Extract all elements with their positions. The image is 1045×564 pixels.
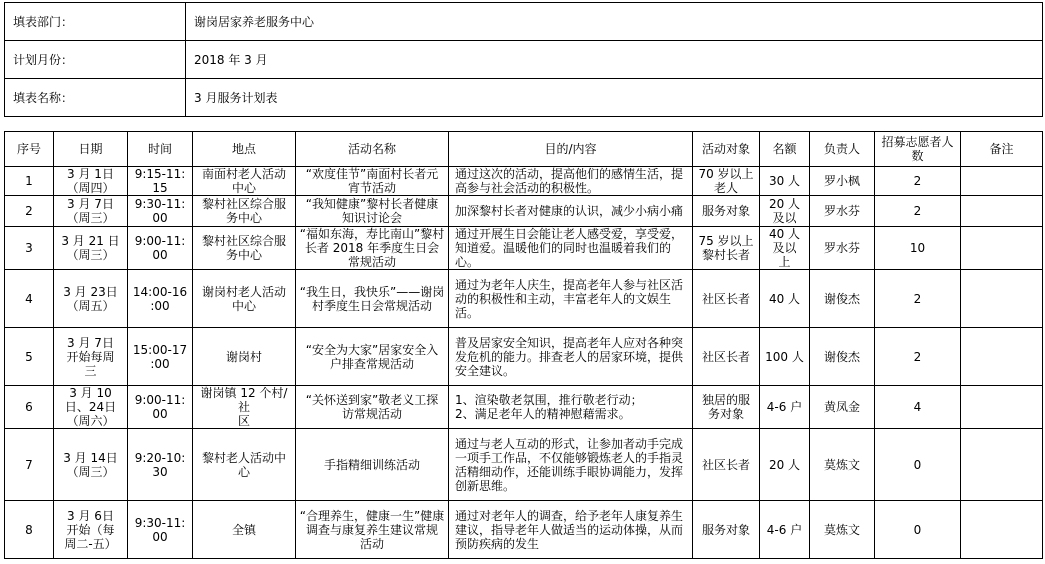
row-volunteer-count: 0 <box>875 429 961 501</box>
row-purpose: 通过开展生日会能让老人感受爱，享受爱， 知道爱。温暖他们的同时也温暖着我们的 心。 <box>449 227 693 270</box>
row-leader: 莫炼文 <box>810 429 875 501</box>
row-purpose: 通过对老年人的调查，给予老年人康复养生 建议，指导老年人做适当的运动体操，从而 预防疾病的发生 <box>449 501 693 559</box>
col-header-remark: 备注 <box>961 132 1043 167</box>
row-leader: 罗水芬 <box>810 196 875 227</box>
row-target: 70 岁以上 老人 <box>693 167 760 196</box>
table-row <box>5 429 1043 501</box>
row-date: 3 月 23日 （周五） <box>54 270 128 328</box>
row-purpose: 普及居家安全知识，提高老年人应对各种突 发危机的能力。排查老人的居家环境，提供 安全建议。 <box>449 328 693 386</box>
row-remark <box>961 227 1043 270</box>
col-header-target: 活动对象 <box>693 132 760 167</box>
row-activity-name: “福如东海，寿比南山”黎村 长者 2018 年季度生日会 常规活动 <box>296 227 449 270</box>
service-plan-table <box>4 131 1043 559</box>
row-place: 全镇 <box>193 501 296 559</box>
name-value: 3 月服务计划表 <box>186 79 1043 117</box>
row-time: 14:00-16 :00 <box>128 270 193 328</box>
row-date: 3 月 21 日 （周三） <box>54 227 128 270</box>
row-volunteer-count: 4 <box>875 386 961 429</box>
row-leader: 莫炼文 <box>810 501 875 559</box>
row-remark <box>961 429 1043 501</box>
row-date: 3 月 10 日、24日 （周六） <box>54 386 128 429</box>
row-purpose: 通过与老人互动的形式，让参加者动手完成 一项手工作品，不仅能够锻炼老人的手指灵 活精细动作，还能训练手眼协调能力，发挥 创新思维。 <box>449 429 693 501</box>
row-place: 谢岗村老人活动 中心 <box>193 270 296 328</box>
row-quota: 20 人 <box>760 429 810 501</box>
col-header-leader: 负责人 <box>810 132 875 167</box>
row-quota: 4-6 户 <box>760 501 810 559</box>
row-activity-name: “关怀送到家”敬老义工探 访常规活动 <box>296 386 449 429</box>
row-activity-name: “安全为大家”居家安全入 户排查常规活动 <box>296 328 449 386</box>
row-time: 9:00-11: 00 <box>128 227 193 270</box>
row-purpose: 通过这次的活动，提高他们的感情生活，提 高参与社会活动的积极性。 <box>449 167 693 196</box>
row-target: 服务对象 <box>693 501 760 559</box>
row-place: 黎村老人活动中 心 <box>193 429 296 501</box>
row-purpose: 通过为老年人庆生，提高老年人参与社区活 动的积极性和主动，丰富老年人的文娱生 活。 <box>449 270 693 328</box>
col-header-date: 日期 <box>54 132 128 167</box>
row-volunteer-count: 2 <box>875 167 961 196</box>
row-leader: 罗小枫 <box>810 167 875 196</box>
row-place: 谢岗村 <box>193 328 296 386</box>
row-number: 7 <box>5 429 54 501</box>
row-date: 3 月 1日 （周四） <box>54 167 128 196</box>
row-number: 8 <box>5 501 54 559</box>
row-target: 社区长者 <box>693 429 760 501</box>
row-remark <box>961 196 1043 227</box>
row-number: 2 <box>5 196 54 227</box>
row-remark <box>961 386 1043 429</box>
row-date: 3 月 7日 开始每周 三 <box>54 328 128 386</box>
row-date: 3 月 6日 开始（每 周二-五） <box>54 501 128 559</box>
row-volunteer-count: 0 <box>875 501 961 559</box>
row-leader: 谢俊杰 <box>810 328 875 386</box>
info-row-name <box>5 79 1043 117</box>
col-header-no: 序号 <box>5 132 54 167</box>
row-quota: 40 人 <box>760 270 810 328</box>
row-activity-name: “我生日，我快乐”——谢岗 村季度生日会常规活动 <box>296 270 449 328</box>
col-header-place: 地点 <box>193 132 296 167</box>
row-place: 谢岗镇 12 个村/社 区 <box>193 386 296 429</box>
row-number: 5 <box>5 328 54 386</box>
dept-label: 填表部门： <box>5 3 186 41</box>
row-target: 服务对象 <box>693 196 760 227</box>
row-purpose: 1、渲染敬老氛围，推行敬老行动； 2、满足老年人的精神慰藉需求。 <box>449 386 693 429</box>
row-activity-name: “我知健康”黎村长者健康 知识讨论会 <box>296 196 449 227</box>
row-leader: 罗水芬 <box>810 227 875 270</box>
row-target: 独居的服 务对象 <box>693 386 760 429</box>
row-place: 南面村老人活动 中心 <box>193 167 296 196</box>
col-header-activity: 活动名称 <box>296 132 449 167</box>
row-target: 75 岁以上 黎村长者 <box>693 227 760 270</box>
info-table <box>4 2 1043 117</box>
col-header-time: 时间 <box>128 132 193 167</box>
table-row <box>5 501 1043 559</box>
row-volunteer-count: 2 <box>875 328 961 386</box>
row-quota: 40 人 及以 上 <box>760 227 810 270</box>
row-purpose: 加深黎村长者对健康的认识，减少小病小痛 <box>449 196 693 227</box>
row-activity-name: 手指精细训练活动 <box>296 429 449 501</box>
row-activity-name: “合理养生，健康一生”健康 调查与康复养生建议常规 活动 <box>296 501 449 559</box>
info-row-month <box>5 41 1043 79</box>
row-remark <box>961 328 1043 386</box>
month-label: 计划月份： <box>5 41 186 79</box>
row-number: 1 <box>5 167 54 196</box>
row-remark <box>961 270 1043 328</box>
table-row <box>5 167 1043 196</box>
table-row <box>5 196 1043 227</box>
row-volunteer-count: 2 <box>875 196 961 227</box>
row-time: 9:15-11: 15 <box>128 167 193 196</box>
row-time: 9:30-11: 00 <box>128 501 193 559</box>
row-leader: 黄凤金 <box>810 386 875 429</box>
col-header-quota: 名额 <box>760 132 810 167</box>
row-place: 黎村社区综合服 务中心 <box>193 227 296 270</box>
name-label: 填表名称： <box>5 79 186 117</box>
row-time: 15:00-17 :00 <box>128 328 193 386</box>
row-time: 9:30-11: 00 <box>128 196 193 227</box>
row-time: 9:20-10: 30 <box>128 429 193 501</box>
row-leader: 谢俊杰 <box>810 270 875 328</box>
row-quota: 4-6 户 <box>760 386 810 429</box>
row-time: 9:00-11: 00 <box>128 386 193 429</box>
row-quota: 100 人 <box>760 328 810 386</box>
row-target: 社区长者 <box>693 328 760 386</box>
row-remark <box>961 167 1043 196</box>
row-quota: 30 人 <box>760 167 810 196</box>
row-date: 3 月 14日 （周三） <box>54 429 128 501</box>
row-number: 3 <box>5 227 54 270</box>
row-volunteer-count: 2 <box>875 270 961 328</box>
table-row <box>5 386 1043 429</box>
dept-value: 谢岗居家养老服务中心 <box>186 3 1043 41</box>
col-header-purpose: 目的/内容 <box>449 132 693 167</box>
row-remark <box>961 501 1043 559</box>
table-header-row <box>5 132 1043 167</box>
row-quota: 20 人 及以 <box>760 196 810 227</box>
info-row-dept <box>5 3 1043 41</box>
table-row <box>5 270 1043 328</box>
table-row <box>5 328 1043 386</box>
row-activity-name: “欢度佳节”南面村长者元 宵节活动 <box>296 167 449 196</box>
row-target: 社区长者 <box>693 270 760 328</box>
row-number: 4 <box>5 270 54 328</box>
col-header-volunteers: 招募志愿者人数 <box>875 132 961 167</box>
row-volunteer-count: 10 <box>875 227 961 270</box>
row-place: 黎村社区综合服 务中心 <box>193 196 296 227</box>
row-number: 6 <box>5 386 54 429</box>
row-date: 3 月 7日 （周三） <box>54 196 128 227</box>
table-row <box>5 227 1043 270</box>
month-value: 2018 年 3 月 <box>186 41 1043 79</box>
